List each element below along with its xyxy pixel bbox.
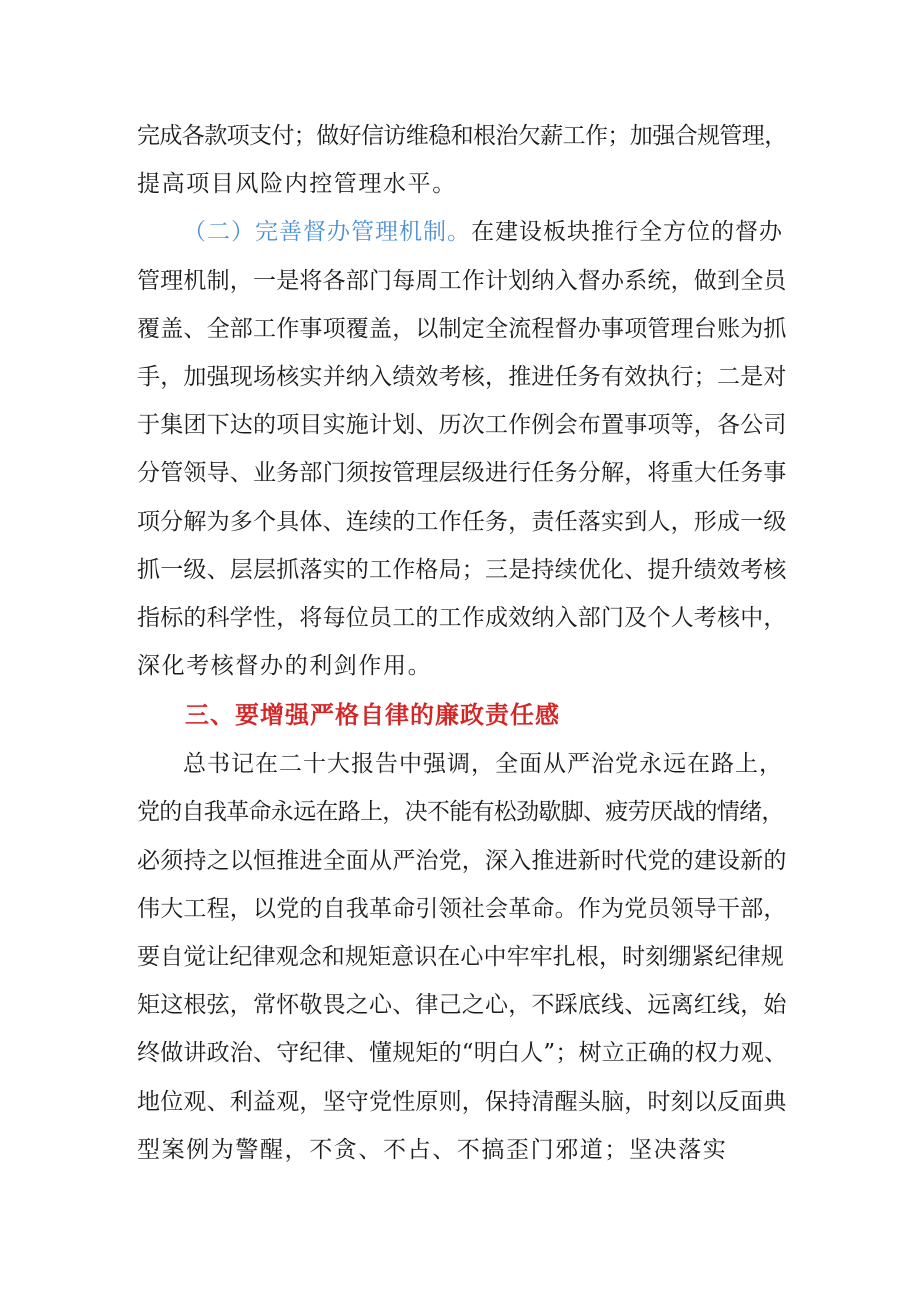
paragraph-line: 要自觉让纪律观念和规矩意识在心中牢牢扎根，时刻绷紧纪律规 — [137, 944, 784, 970]
paragraph-line: 矩这根弦，常怀敬畏之心、律己之心，不踩底线、远离红线，始 — [137, 992, 787, 1019]
paragraph-first-line: 总书记在二十大报告中强调，全面从严治党永远在路上， — [183, 751, 783, 778]
paragraph-line: 手，加强现场核实并纳入绩效考核，推进任务有效执行；二是对 — [137, 363, 787, 390]
paragraph-line: 地位观、利益观，坚守党性原则，保持清醒头脑，时刻以反面典 — [137, 1088, 787, 1115]
paragraph-line: 指标的科学性，将每位员工的工作成效纳入部门及个人考核中， — [137, 604, 787, 631]
paragraph-line: 分管领导、业务部门须按管理层级进行任务分解，将重大任务事 — [137, 460, 787, 487]
paragraph-line: 终做讲政治、守纪律、懂规矩的“明白人”；树立正确的权力观、 — [137, 1040, 788, 1067]
paragraph-line: 深化考核督办的利剑作用。 — [137, 653, 433, 680]
paragraph-line: 项分解为多个具体、连续的工作任务，责任落实到人，形成一级 — [137, 508, 787, 535]
paragraph-text: 在建设板块推行全方位的督办 — [471, 219, 783, 246]
paragraph-line: 于集团下达的项目实施计划、历次工作例会布置事项等，各公司 — [137, 412, 787, 439]
paragraph-line: 提高项目风险内控管理水平。 — [137, 171, 457, 198]
paragraph-line: 管理机制，一是将各部门每周工作计划纳入督办系统，做到全员 — [137, 267, 787, 294]
paragraph-line: 党的自我革命永远在路上，决不能有松劲歇脚、疲劳厌战的情绪， — [137, 799, 784, 826]
paragraph-line: 覆盖、全部工作事项覆盖，以制定全流程督办事项管理台账为抓 — [137, 315, 787, 342]
paragraph-line: 必须持之以恒推进全面从严治党，深入推进新时代党的建设新的 — [137, 847, 787, 874]
paragraph-line: 抓一级、层层抓落实的工作格局；三是持续优化、提升绩效考核 — [137, 556, 787, 583]
subheading: （二）完善督办管理机制。 — [183, 219, 471, 246]
section-heading: 三、要增强严格自律的廉政责任感 — [185, 701, 560, 730]
paragraph-line: 型案例为警醒，不贪、不占、不搞歪门邪道；坚决落实 — [137, 1136, 728, 1163]
paragraph-line: 伟大工程，以党的自我革命引领社会革命。作为党员领导干部， — [137, 895, 787, 922]
document-page — [137, 112, 787, 1174]
paragraph-first-line — [137, 208, 787, 256]
paragraph-line: 完成各款项支付；做好信访维稳和根治欠薪工作；加强合规管理， — [137, 123, 787, 149]
